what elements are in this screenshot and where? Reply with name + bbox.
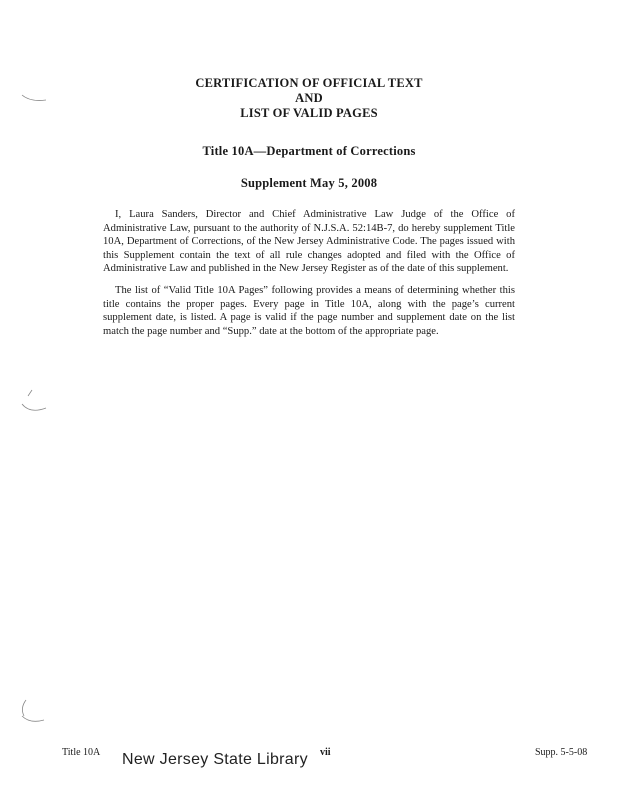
heading-certification: CERTIFICATION OF OFFICIAL TEXT [195,76,423,90]
certification-paragraph: I, Laura Sanders, Director and Chief Administrative Law Judge of the Office of Administrative Law, pursuant to the authority of N.J.S.A. 52:14B-7, do hereby supplement Title 10A, Department of Corrections, of the New Jersey Administrative Code. The pages issued with this Supplement contain the text of all rule changes adopted and filed with the Office of Administrative Law and published in the New Jersey Register as of the date of this supplement. [103,209,515,274]
scan-mark [20,92,50,106]
title-heading: Title 10A—Department of Corrections [202,144,416,158]
footer-title: Title 10A [62,747,101,758]
page-number: vii [320,747,331,758]
supplement-date-heading: Supplement May 5, 2008 [240,176,378,190]
scan-mark [18,698,48,728]
library-stamp: New Jersey State Library [122,751,308,768]
valid-pages-paragraph: The list of “Valid Title 10A Pages” following provides a means of determining whether this title contains the proper pages. Every page in Title 10A, along with the page’s current supplement date, is listed. A page is valid if the page number and supplement date on the list match the page number and “Supp.” date at the bottom of the appropriate page. [103,285,515,337]
heading-valid-pages: LIST OF VALID PAGES [240,106,378,120]
supplement-date-footer: Supp. 5-5-08 [535,747,588,758]
scan-mark [20,388,50,418]
heading-and: AND [295,91,323,105]
